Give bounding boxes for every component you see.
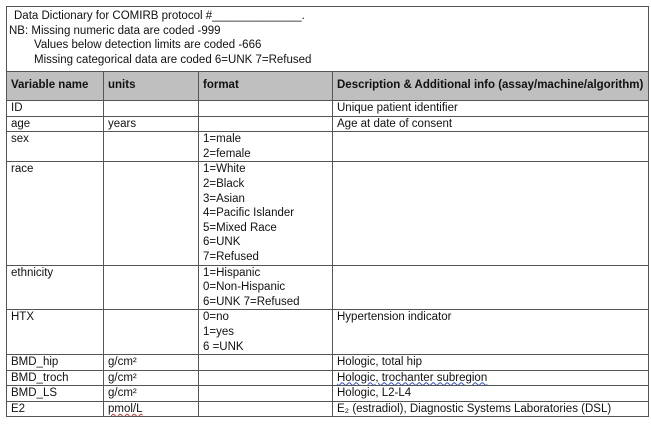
- table-header-row: [7, 72, 649, 101]
- table-row: [7, 310, 649, 355]
- cell-format: [199, 162, 333, 265]
- cell-description: [333, 132, 649, 162]
- cell-units: [104, 162, 199, 265]
- cell-description: [333, 370, 649, 386]
- cell-variable: BMD_hip: [7, 355, 104, 371]
- cell-description: E₂ (estradiol), Diagnostic Systems Laboratories (DSL): [333, 401, 649, 417]
- format-code: 6=UNK: [203, 236, 241, 249]
- cell-format: [199, 132, 333, 162]
- cell-format: [199, 386, 333, 402]
- header-units: units: [104, 72, 199, 101]
- cell-description: Age at date of consent: [333, 116, 649, 132]
- cell-units: g/cm²: [104, 386, 199, 402]
- format-code: 7=Refused: [203, 250, 259, 263]
- cell-units: [104, 401, 199, 417]
- format-code: 1=White: [203, 163, 246, 176]
- cell-format: [199, 355, 333, 371]
- cell-format: [199, 101, 333, 117]
- format-code: 4=Pacific Islander: [203, 207, 295, 220]
- cell-units: [104, 265, 199, 310]
- cell-description: Hypertension indicator: [333, 310, 649, 355]
- cell-units: years: [104, 116, 199, 132]
- cell-description: Hologic, L2-L4: [333, 386, 649, 402]
- cell-variable: E2: [7, 401, 104, 417]
- cell-description: [333, 265, 649, 310]
- cell-description: Hologic, total hip: [333, 355, 649, 371]
- cell-variable: sex: [7, 132, 104, 162]
- cell-format: [199, 116, 333, 132]
- format-code: 2=Black: [203, 177, 245, 190]
- cell-description: [333, 162, 649, 265]
- dictionary-title: Data Dictionary for COMIRB protocol #______________.: [14, 10, 305, 22]
- table-row: [7, 401, 649, 417]
- table-row: [7, 265, 649, 310]
- header-format: format: [199, 72, 333, 101]
- cell-variable: BMD_LS: [7, 386, 104, 402]
- format-code: 5=Mixed Race: [203, 221, 277, 234]
- format-code: 0=Non-Hispanic: [203, 281, 286, 294]
- cell-format: [199, 310, 333, 355]
- format-code: 2=female: [203, 147, 251, 160]
- header-variable-name: Variable name: [7, 72, 104, 101]
- table-row: [7, 370, 649, 386]
- table-row: [7, 116, 649, 132]
- units-text: pmol/L: [108, 402, 143, 415]
- cell-variable: ID: [7, 101, 104, 117]
- table-row: [7, 132, 649, 162]
- format-code: 1=yes: [203, 325, 235, 338]
- format-code: 1=male: [203, 133, 242, 146]
- cell-format: [199, 370, 333, 386]
- cell-variable: ethnicity: [7, 265, 104, 310]
- cell-units: [104, 132, 199, 162]
- cell-variable: age: [7, 116, 104, 132]
- table-row: [7, 162, 649, 265]
- table-row: [7, 386, 649, 402]
- table-row: [7, 101, 649, 117]
- cell-format: [199, 265, 333, 310]
- format-code: 6 =UNK: [203, 340, 244, 353]
- cell-units: [104, 101, 199, 117]
- cell-description: Unique patient identifier: [333, 101, 649, 117]
- cell-units: g/cm²: [104, 370, 199, 386]
- cell-units: [104, 310, 199, 355]
- cell-units: g/cm²: [104, 355, 199, 371]
- format-code: 6=UNK 7=Refused: [203, 295, 300, 308]
- notes-block: [6, 6, 649, 72]
- format-code: 0=no: [203, 311, 229, 324]
- format-code: 3=Asian: [203, 192, 245, 205]
- header-description: Description & Additional info (assay/machine/algorithm): [333, 72, 649, 101]
- detection-limit-note: Values below detection limits are coded -666: [34, 39, 262, 52]
- missing-categorical-note: Missing categorical data are coded 6=UNK 7=Refused: [34, 53, 312, 66]
- cell-format: [199, 401, 333, 417]
- format-code: 1=Hispanic: [203, 266, 261, 279]
- cell-variable: HTX: [7, 310, 104, 355]
- data-dictionary-table: [6, 71, 649, 417]
- description-text: Hologic, trochanter subregion: [337, 371, 488, 384]
- cell-variable: BMD_troch: [7, 370, 104, 386]
- missing-numeric-note: NB: Missing numeric data are coded -999: [9, 24, 221, 37]
- table-row: [7, 355, 649, 371]
- cell-variable: race: [7, 162, 104, 265]
